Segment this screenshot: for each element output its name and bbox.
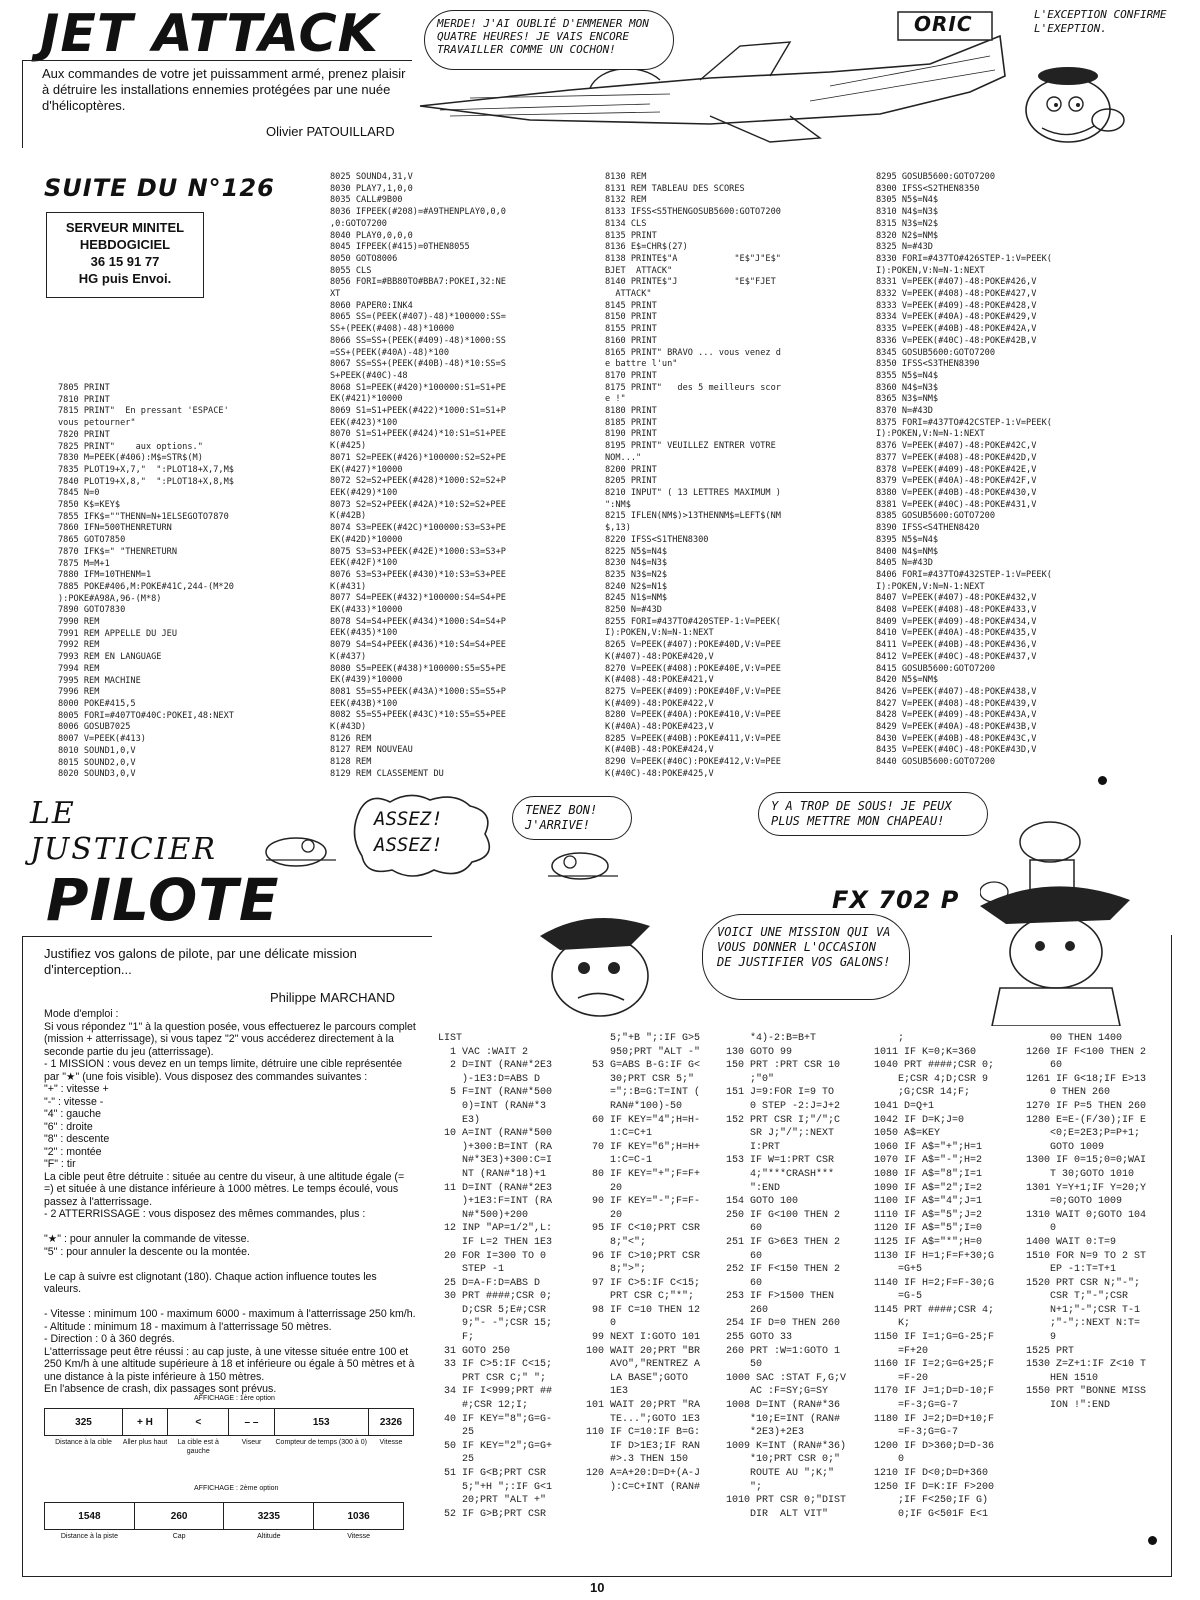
aff2-value-vitesse: 1036 xyxy=(314,1503,404,1530)
jet-code-column-4: 8295 GOSUB5600:GOTO7200 8300 IFSS<S2THEN8350 8305 N5$=N4$ 8310 N4$=N3$ 8315 N3$=N2$ 8320 N2$=NM$ 8325 N=#43D 8330 FORI=#437TO#426STEP-1:V=PEEK( I):POKEN,V:N=N-1:NEXT 8331 V=PEEK(#407)-48:POKE#426,V 8332 V=PEEK(#408)-48:POKE#427,V 8333 V=PEEK(#409)-48:POKE#428,V 8334 V=PEEK(#40A)-48:POKE#429,V 8335 V=PEEK(#40B)-48:POKE#42A,V 8336 V=PEEK(#40C)-48:POKE#42B,V 8345 GOSUB5600:GOTO7200 8350 IFSS<S3THEN8390 8355 N5$=N4$ 8360 N4$=N3$ 8365 N3$=NM$ 8370 N=#43D 8375 FORI=#437TO#42CSTEP-1:V=PEEK( I):POKEN,V:N=N-1:NEXT 8376 V=PEEK(#407)-48:POKE#42C,V 8377 V=PEEK(#408)-48:POKE#42D,V 8378 V=PEEK(#409)-48:POKE#42E,V 8379 V=PEEK(#40A)-48:POKE#42F,V 8380 V=PEEK(#40B)-48:POKE#430,V 8381 V=PEEK(#40C)-48:POKE#431,V 8385 GOSUB5600:GOTO7200 8390 IFSS<S4THEN8420 8395 N5$=N4$ 8400 N4$=NM$ 8405 N=#43D 8406 FORI=#437TO#432STEP-1:V=PEEK( I):POKEN,V:N=N-1:NEXT 8407 V=PEEK(#407)-48:POKE#432,V 8408 V=PEEK(#408)-48:POKE#433,V 8409 V=PEEK(#409)-48:POKE#434,V 8410 V=PEEK(#40A)-48:POKE#435,V 8411 V=PEEK(#40B)-48:POKE#436,V 8412 V=PEEK(#40C)-48:POKE#437,V 8415 GOSUB5600:GOTO7200 8420 N5$=NM$ 8426 V=PEEK(#407)-48:POKE#438,V 8427 V=PEEK(#408)-48:POKE#439,V 8428 V=PEEK(#409)-48:POKE#43A,V 8429 V=PEEK(#40A)-48:POKE#43B,V 8430 V=PEEK(#40B)-48:POKE#43C,V 8435 V=PEEK(#40C)-48:POKE#43D,V 8440 GOSUB5600:GOTO7200 xyxy=(876,172,1052,768)
aff1-value-viseur: – – xyxy=(229,1409,274,1436)
jet-attack-side-note: L'EXCEPTION CONFIRME L'EXEPTION. xyxy=(1034,8,1167,35)
affichage-1-title: AFFICHAGE : 1ère option xyxy=(194,1395,275,1402)
worm-character-top-right xyxy=(1008,62,1168,152)
pilote-title-underline xyxy=(22,936,432,937)
affichage-2-title: AFFICHAGE : 2ème option xyxy=(194,1485,279,1492)
minitel-line-2: HEBDOGICIEL xyxy=(79,237,171,252)
pilote-speech-bubble: VOICI UNE MISSION QUI VA VOUS DONNER L'OCCASION DE JUSTIFIER VOS GALONS! xyxy=(702,914,910,1000)
pilote-code-column-3: *4)-2:B=B+T 130 GOTO 99 150 PRT :PRT CSR 10 ;"0" 151 J=9:FOR I=9 TO 0 STEP -2:J=J+2 152 PRT CSR I;"/";C SR J;"/";:NEXT I:PRT 153 IF W=1:PRT CSR 4;"***CRASH*** ":END 154 GOTO 100 250 IF G<100 THEN 2 60 251 IF G>6E3 THEN 2 60 252 IF F<150 THEN 2 60 253 IF F>1500 THEN 260 254 IF D=0 THEN 260 255 GOTO 33 260 PRT :W=1:GOTO 1 50 1000 SAC :STAT F,G;V AC :F=SY;G=SY 1008 D=INT (RAN#*36 *10;E=INT (RAN# *2E3)+2E3 1009 K=INT (RAN#*36) *10;PRT CSR 0;" ROUTE AU ";K;" "; 1010 PRT CSR 0;"DIST DIR ALT VIT" xyxy=(726,1033,847,1520)
pilote-platform: FX 702 P xyxy=(832,886,960,914)
aff1-value-aller: + H xyxy=(122,1409,167,1436)
jet-attack-speech-bubble: MERDE! J'AI OUBLIÉ D'EMMENER MON QUATRE HEURES! JE VAIS ENCORE TRAVAILLER COMME UN COCHON! xyxy=(424,10,674,70)
aff1-label-distance: Distance à la cible xyxy=(55,1439,112,1446)
officer-character-left xyxy=(520,906,680,1026)
aff2-value-cap: 260 xyxy=(134,1503,224,1530)
assez-text: ASSEZ! ASSEZ! xyxy=(374,808,443,856)
aff1-value-distance: 325 xyxy=(45,1409,123,1436)
justicier-logo: LE JUSTICIER xyxy=(30,796,218,867)
pilote-title: PILOTE xyxy=(46,866,280,934)
jet-code-column-1: 7805 PRINT 7810 PRINT 7815 PRINT" En pressant 'ESPACE' vous petourner" 7820 PRINT 7825 PRINT" aux options." 7830 M=PEEK(#406):M$=STR$(M) 7835 PLOT19+X,7," ":PLOT18+X,7,M$ 7840 PLOT19+X,8," ":PLOT18+X,8,M$ 7845 N=0 7850 K$=KEY$ 7855 IFK$=""THENN=N+1ELSEGOTO7870 7860 IFN=500THENRETURN 7865 GOTO7850 7870 IFK$=" "THENRETURN 7875 M=M+1 7880 IFM=10THENM=1 7885 POKE#406,M:POKE#41C,244-(M*20 ):POKE#A98A,96-(M*8) 7890 GOTO7830 7990 REM 7991 REM APPELLE DU JEU 7992 REM 7993 REM EN LANGUAGE 7994 REM 7995 REM MACHINE 7996 REM 8000 POKE#415,5 8005 FORI=#407TO#40C:POKEI,48:NEXT 8006 GOSUB7025 8007 V=PEEK(#413) 8010 SOUND1,0,V 8015 SOUND2,0,V 8020 SOUND3,0,V xyxy=(58,383,234,780)
page-number: 10 xyxy=(590,1580,605,1595)
officer-character-right xyxy=(960,876,1150,1026)
pilote-author: Philippe MARCHAND xyxy=(270,990,395,1005)
aff1-value-compteur: 153 xyxy=(274,1409,368,1436)
aff1-label-compteur: Compteur de temps (300 à 0) xyxy=(275,1439,367,1446)
pilote-code-column-5: 00 THEN 1400 1260 IF F<100 THEN 2 60 1261 IF G<18;IF E>13 0 THEN 260 1270 IF P=5 THEN 260 1280 E=E-(F/30);IF E <0;E=2E3;P=P+1; GOTO 1009 1300 IF 0=15;0=0;WAI T 30;GOTO 1010 1301 Y=Y+1;IF Y=20;Y =0;GOTO 1009 1310 WAIT 0;GOTO 104 0 1400 WAIT 0:T=9 1510 FOR N=9 TO 2 ST EP -1:T=T+1 1520 PRT CSR N;"-"; CSR T;"-";CSR N+1;"-";CSR T-1 ;"-";:NEXT N:T= 9 1525 PRT 1530 Z=Z+1:IF Z<10 T HEN 1510 1550 PRT "BONNE MISS ION !":END xyxy=(1026,1033,1147,1412)
jet-attack-left-rule xyxy=(22,60,23,148)
jet-attack-author: Olivier PATOUILLARD xyxy=(266,124,395,139)
pilote-code-column-1: LIST 1 VAC :WAIT 2 2 D=INT (RAN#*2E3 )-1E3:D=ABS D 5 F=INT (RAN#*500 0)=INT (RAN#*3 E3) 10 A=INT (RAN#*500 )+300:B=INT (RA N#*3E3)+300:C=I NT (RAN#*18)+1 11 D=INT (RAN#*2E3 )+1E3:F=INT (RA N#*500)+200 12 INP "AP=1/2",L: IF L=2 THEN 1E3 20 FOR I=300 TO 0 STEP -1 25 D=A-F:D=ABS D 30 PRT ####;CSR 0; D;CSR 5;E#;CSR 9;"- -";CSR 15; F; 31 GOTO 250 33 IF C>5:IF C<15; PRT CSR C;" "; 34 IF I<999;PRT ## #;CSR 12;I; 40 IF KEY="8";G=G- 25 50 IF KEY="2";G=G+ 25 51 IF G<B;PRT CSR 5;"+H ";:IF G<1 20;PRT "ALT +" 52 IF G>B;PRT CSR xyxy=(438,1033,553,1520)
pilote-bottom-rule xyxy=(22,1576,1172,1577)
aff1-value-cible: < xyxy=(167,1409,229,1436)
aff1-value-vitesse: 2326 xyxy=(368,1409,413,1436)
minitel-line-3: 36 15 91 77 xyxy=(90,254,160,269)
suite-heading: SUITE DU N°126 xyxy=(44,174,275,202)
jet-attack-title: JET ATTACK xyxy=(40,4,379,64)
aff1-label-aller: Aller plus haut xyxy=(122,1439,168,1446)
aff1-label-cible: La cible est à gauche xyxy=(177,1439,219,1455)
pilote-code-column-2: 5;"+B ";:IF G>5 950;PRT "ALT -" 53 G=ABS B-G:IF G< 30;PRT CSR 5;" =";:B=G:T=INT ( RAN#*100)-50 60 IF KEY="4";H=H- 1:C=C+1 70 IF KEY="6";H=H+ 1:C=C-1 80 IF KEY="+";F=F+ 20 90 IF KEY="-";F=F- 20 95 IF C<10;PRT CSR 8;"<"; 96 IF C>10;PRT CSR 8;">"; 97 IF C>5:IF C<15; PRT CSR C;"*"; 98 IF C=10 THEN 12 0 99 NEXT I:GOTO 101 100 WAIT 20;PRT "BR AVO","RENTREZ A LA BASE";GOTO 1E3 101 WAIT 20;PRT "RA TE...";GOTO 1E3 110 IF C=10:IF B=G: IF D>1E3;IF RAN #>.3 THEN 150 120 A=A+20:D=D+(A-J ):C=C+INT (RAN# xyxy=(586,1033,701,1493)
jet-attack-platform: ORIC xyxy=(914,12,973,36)
end-marker-dot xyxy=(1098,776,1107,785)
aff1-label-vitesse: Vitesse xyxy=(379,1439,403,1446)
affichage-2-table xyxy=(44,1502,404,1541)
aff2-label-vitesse: Vitesse xyxy=(347,1533,371,1540)
pilote-end-marker-dot xyxy=(1148,1536,1157,1545)
aff2-value-distance: 1548 xyxy=(45,1503,135,1530)
aff2-label-altitude: Altitude xyxy=(257,1533,281,1540)
affichage-1-table xyxy=(44,1408,414,1456)
jet-code-column-3: 8130 REM 8131 REM TABLEAU DES SCORES 8132 REM 8133 IFSS<S5THENGOSUB5600:GOTO7200 8134 CLS 8135 PRINT 8136 E$=CHR$(27) 8138 PRINTE$"A "E$"J"E$" BJET ATTACK" 8140 PRINTE$"J "E$"FJET ATTACK" 8145 PRINT 8150 PRINT 8155 PRINT 8160 PRINT 8165 PRINT" BRAVO ... vous venez d e battre l'un" 8170 PRINT 8175 PRINT" des 5 meilleurs scor e !" 8180 PRINT 8185 PRINT 8190 PRINT 8195 PRINT" VEUILLEZ ENTRER VOTRE NOM..." 8200 PRINT 8205 PRINT 8210 INPUT" ( 13 LETTRES MAXIMUM ) ":NM$ 8215 IFLEN(NM$)>13THENNM$=LEFT$(NM $,13) 8220 IFSS<S1THEN8300 8225 N5$=N4$ 8230 N4$=N3$ 8235 N3$=N2$ 8240 N2$=N1$ 8245 N1$=NM$ 8250 N=#43D 8255 FORI=#437TO#420STEP-1:V=PEEK( I):POKEN,V:N=N-1:NEXT 8265 V=PEEK(#407):POKE#40D,V:V=PEE K(#407)-48:POKE#420,V 8270 V=PEEK(#408):POKE#40E,V:V=PEE K(#408)-48:POKE#421,V 8275 V=PEEK(#409):POKE#40F,V:V=PEE K(#409)-48:POKE#422,V 8280 V=PEEK(#40A):POKE#410,V:V=PEE K(#40A)-48:POKE#423,V 8285 V=PEEK(#40B):POKE#411,V:V=PEE K(#40B)-48:POKE#424,V 8290 V=PEEK(#40C):POKE#412,V:V=PEE K(#40C)-48:POKE#425,V xyxy=(605,172,781,779)
aff2-value-altitude: 3235 xyxy=(224,1503,314,1530)
tenez-bon-bubble: TENEZ BON! J'ARRIVE! xyxy=(512,796,632,840)
aff2-label-cap: Cap xyxy=(172,1533,186,1540)
snail-character-middle xyxy=(540,840,630,886)
trop-de-sous-bubble: Y A TROP DE SOUS! JE PEUX PLUS METTRE MON CHAPEAU! xyxy=(758,792,988,836)
pilote-instructions: Mode d'emploi : Si vous répondez "1" à la question posée, vous effectuerez le parcours complet (mission + atterrissage), si vous tapez "2" vous accéderez directement à la seconde partie du jeu (atterrissage). - 1 MISSION : vous devez en un temps limite, détruire une cible représentée par "★" (une fois visible). Vous disposez des commandes suivantes : "+" : vitesse + "-" : vitesse - "4" : gauche "6" : droite "8" : descente "2" : montée "F" : tir La cible peut être détruite : située au centre du viseur, à une altitude égale (= =) et située à une distance inférieure à 1000 mètres. Le temps écoulé, vous passez à l'atterrissage. - 2 ATTERRISSAGE : vous disposez des mêmes commandes, plus : "★" : pour annuler la commande de vitesse. "5" : pour annuler la descente ou la montée. Le cap à suivre est clignotant (180). Chaque action influence toutes les valeurs. - Vitesse : minimum 100 - maximum 6000 - maximum à l'atterrissage 250 km/h. - Altitude : minimum 18 - maximum à l'atterrissage 50 mètres. - Direction : 0 à 360 degrés. L'atterrissage peut être réussi : au cap juste, à une vitesse située entre 100 et 250 Km/h à une altitude supérieure à 18 et inférieure ou égale à 50 mètres et à une distance à la piste inférieure à 150 mètres. En l'absence de crash, dix passages sont prévus. xyxy=(44,1008,416,1395)
aff2-label-distance: Distance à la piste xyxy=(60,1533,119,1540)
snail-character-left xyxy=(256,820,346,870)
minitel-box xyxy=(46,212,204,298)
jet-code-column-2: 8025 SOUND4,31,V 8030 PLAY7,1,0,0 8035 CALL#9B00 8036 IFPEEK(#208)=#A9THENPLAY0,0,0 ,0:GOTO7200 8040 PLAY0,0,0,0 8045 IFPEEK(#415)=0THEN8055 8050 GOTO8006 8055 CLS 8056 FORI=#BB80TO#BBA7:POKEI,32:NE XT 8060 PAPER0:INK4 8065 SS=(PEEK(#407)-48)*100000:SS= SS+(PEEK(#408)-48)*10000 8066 SS=SS+(PEEK(#409)-48)*1000:SS =SS+(PEEK(#40A)-48)*100 8067 SS=SS+(PEEK(#40B)-48)*10:SS=S S+PEEK(#40C)-48 8068 S1=PEEK(#420)*100000:S1=S1+PE EK(#421)*10000 8069 S1=S1+PEEK(#422)*1000:S1=S1+P EEK(#423)*100 8070 S1=S1+PEEK(#424)*10:S1=S1+PEE K(#425) 8071 S2=PEEK(#426)*100000:S2=S2+PE EK(#427)*10000 8072 S2=S2+PEEK(#428)*1000:S2=S2+P EEK(#429)*100 8073 S2=S2+PEEK(#42A)*10:S2=S2+PEE K(#42B) 8074 S3=PEEK(#42C)*100000:S3=S3+PE EK(#42D)*10000 8075 S3=S3+PEEK(#42E)*1000:S3=S3+P EEK(#42F)*100 8076 S3=S3+PEEK(#430)*10:S3=S3+PEE K(#431) 8077 S4=PEEK(#432)*100000:S4=S4+PE EK(#433)*10000 8078 S4=S4+PEEK(#434)*1000:S4=S4+P EEK(#435)*100 8079 S4=S4+PEEK(#436)*10:S4=S4+PEE K(#437) 8080 S5=PEEK(#438)*100000:S5=S5+PE EK(#439)*10000 8081 S5=S5+PEEK(#43A)*1000:S5=S5+P EEK(#43B)*100 8082 S5=S5+PEEK(#43C)*10:S5=S5+PEE K(#43D) 8126 REM 8127 REM NOUVEAU 8128 REM 8129 REM CLASSEMENT DU xyxy=(330,172,506,779)
pilote-right-rule xyxy=(1171,935,1172,1576)
jet-attack-title-underline xyxy=(22,60,412,61)
pilote-left-rule xyxy=(22,936,23,1576)
pilote-intro: Justifiez vos galons de pilote, par une délicate mission d'interception... xyxy=(44,946,357,977)
jet-attack-intro: Aux commandes de votre jet puissamment armé, prenez plaisir à détruire les installations ennemies protégées par une nuée d'hélicoptères. xyxy=(42,66,406,113)
minitel-line-1: SERVEUR MINITEL xyxy=(65,220,185,235)
aff1-label-viseur: Viseur xyxy=(241,1439,262,1446)
minitel-line-4: HG puis Envoi. xyxy=(78,271,172,286)
pilote-code-column-4: ; 1011 IF K=0;K=360 1040 PRT ####;CSR 0; E;CSR 4;D;CSR 9 ;G;CSR 14;F; 1041 D=Q+1 1042 IF D=K;J=0 1050 A$=KEY 1060 IF A$="+";H=1 1070 IF A$="-";H=2 1080 IF A$="8";I=1 1090 IF A$="2";I=2 1100 IF A$="4";J=1 1110 IF A$="5";J=2 1120 IF A$="5";I=0 1125 IF A$="*";H=0 1130 IF H=1;F=F+30;G =G+5 1140 IF H=2;F=F-30;G =G-5 1145 PRT ####;CSR 4; K; 1150 IF I=1;G=G-25;F =F+20 1160 IF I=2;G=G+25;F =F-20 1170 IF J=1;D=D-10;F =F-3;G=G-7 1180 IF J=2;D=D+10;F =F-3;G=G-7 1200 IF D>360;D=D-36 0 1210 IF D<0;D=D+360 1250 IF D=K:IF F>200 ;IF F<250;IF G) 0;IF G<501F E<1 xyxy=(874,1033,995,1520)
